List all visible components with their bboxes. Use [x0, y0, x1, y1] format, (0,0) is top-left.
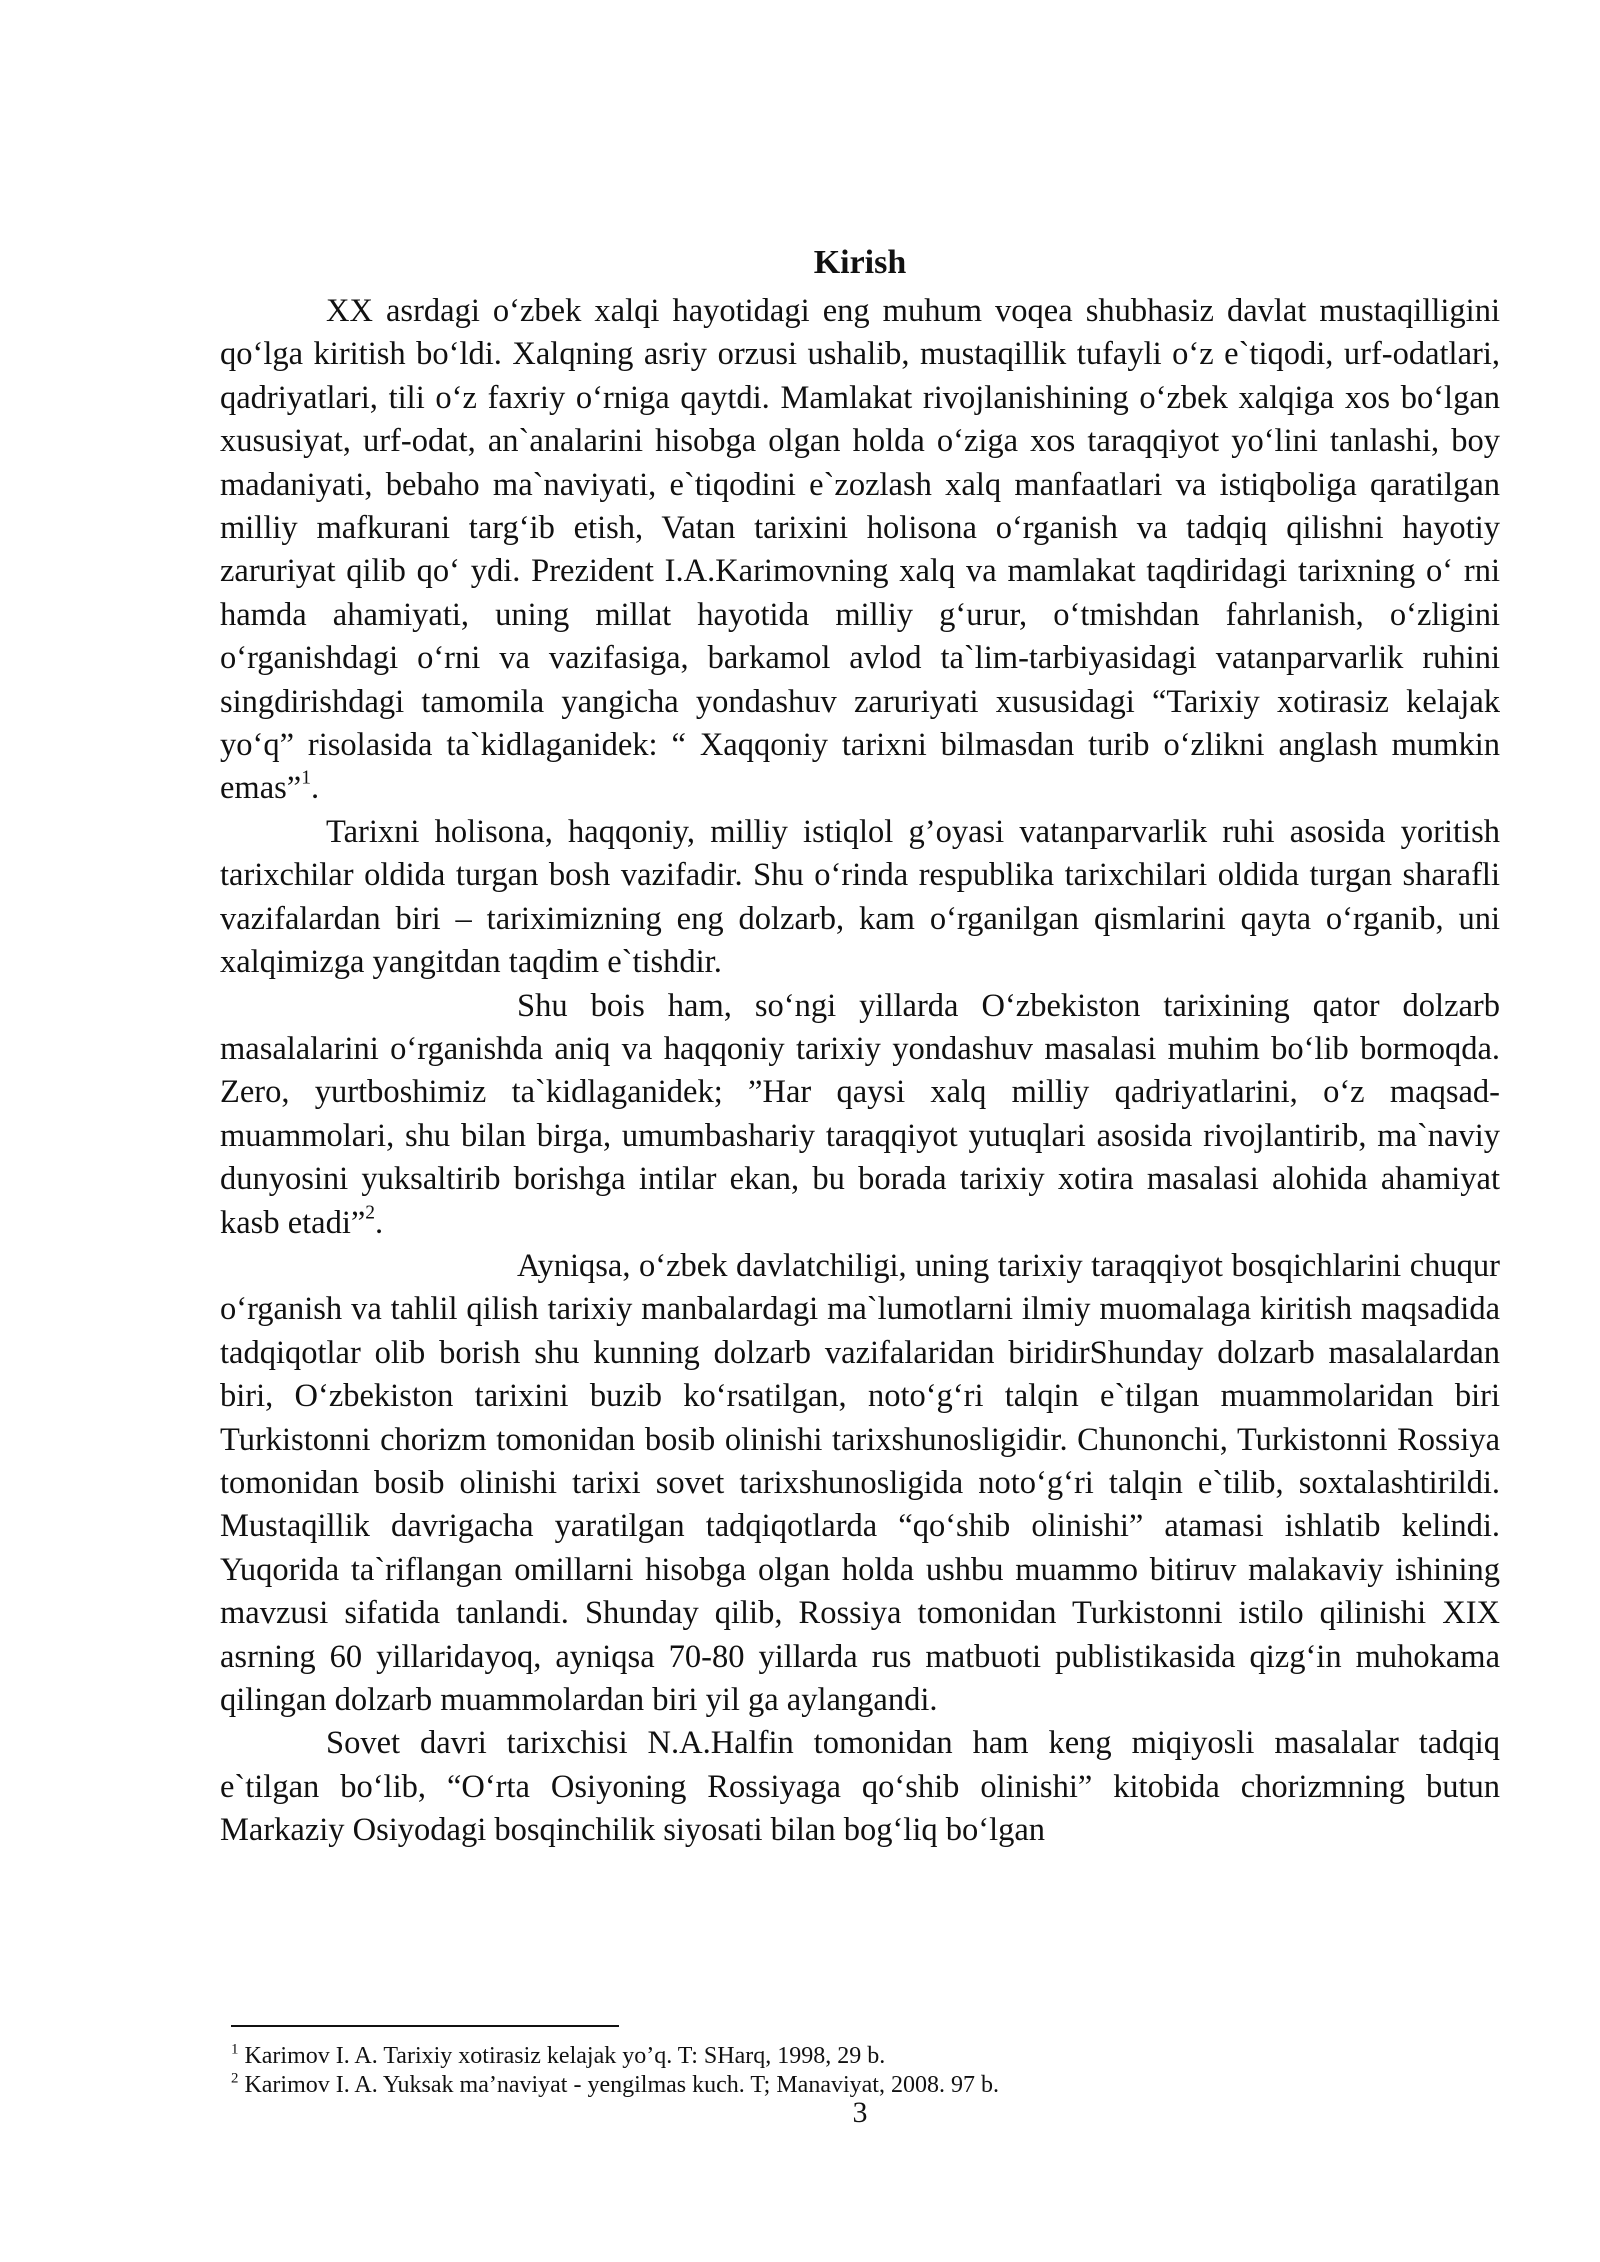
paragraph-tail: . — [310, 770, 320, 807]
paragraph-text: Sovet davri tarixchisi N.A.Halfin tomonidan ham keng miqiyosli masalalar tadqiq e`tilgan bo‘lib, “O‘rta Osiyoning Rossiyaga qo‘shib olinishi” kitobida chorizmning butun Markaziy Osiyodagi bosqinchilik siyosati bilan bog‘liq bo‘lgan — [220, 1725, 1500, 1849]
footnote — [231, 2042, 1500, 2071]
footnote-separator — [231, 2025, 619, 2027]
paragraph — [220, 811, 1500, 985]
footnote-number: 1 — [231, 2041, 239, 2058]
paragraph — [220, 290, 1500, 811]
paragraph-text: Ayniqsa, o‘zbek davlatchiligi, uning tarixiy taraqqiyot bosqichlarini chuqur o‘rganish va tahlil qilish tarixiy manbalardagi ma`lumotlarni ilmiy muomalaga kiritish maqsadida tadqiqotlar olib borish shu kunning dolzarb vazifalaridan biridirShunday dolzarb masalalardan biri, O‘zbekiston tarixini buzib ko‘rsatilgan, noto‘g‘ri talqin e`tilgan muammolaridan biri Turkistonni chorizm tomonidan bosib olinishi tarixshunosligidir. Chunonchi, Turkistonni Rossiya tomonidan bosib olinishi tarixi sovet tarixshunosligida noto‘g‘ri talqin e`tilib, soxtalashtirildi. Mustaqillik davrigacha yaratilgan tadqiqotlarda “qo‘shib olinishi” atamasi ishlatib kelindi. Yuqorida ta`riflangan omillarni hisobga olgan holda ushbu muammo bitiruv malakaviy ishining mavzusi sifatida tanlandi. Shunday qilib, Rossiya tomonidan Turkistonni istilo qilinishi XIX asrning 60 yillaridayoq, ayniqsa 70-80 yillarda rus matbuoti publistikasida qizg‘in muhokama qilingan dolzarb muammolardan biri yil ga aylangandi. — [220, 1247, 1500, 1718]
paragraph-text: Shu bois ham, so‘ngi yillarda O‘zbekiston tarixining qator dolzarb masalalarini o‘rganishda aniq va haqqoniy tarixiy yondashuv masalasi muhim bo‘lib bormoqda. Zero, yurtboshimiz ta`kidlaganidek; ”Har qaysi xalq milliy qadriyatlarini, o‘z maqsad-muammolari, shu bilan birga, umumbashariy taraqqiyot yutuqlari asosida rivojlantirib, ma`naviy dunyosini yuksaltirib borishga intilar ekan, bu borada tarixiy xotira masalasi alohida ahamiyat kasb etadi” — [220, 987, 1500, 1241]
footnotes — [231, 2042, 1500, 2100]
page-title: Kirish — [813, 243, 907, 281]
footnote-ref: 1 — [301, 767, 311, 789]
footnote-ref: 2 — [365, 1201, 376, 1223]
footnote-number: 2 — [231, 2070, 239, 2087]
page-number: 3 — [852, 2096, 868, 2129]
paragraph-text: Tarixni holisona, haqqoniy, milliy istiqlol g’oyasi vatanparvarlik ruhi asosida yoritish tarixchilar oldida turgan bosh vazifadir. Shu o‘rinda respublika tarixchilari oldida turgan sharafli vazifalardan biri – tariximizning eng dolzarb, kam o‘rganilgan qismlarini qayta o‘rganib, uni xalqimizga yangitdan taqdim e`tishdir. — [220, 813, 1500, 981]
paragraph — [220, 985, 1500, 1245]
footnote-text: Karimov I. A. Tarixiy xotirasiz kelajak yo’q. T: SHarq, 1998, 29 b. — [238, 2043, 886, 2069]
paragraph-text: XX asrdagi o‘zbek xalqi hayotidagi eng muhum voqea shubhasiz davlat mustaqilligini qo‘lga kiritish bo‘ldi. Xalqning asriy orzusi ushalib, mustaqillik tufayli o‘z e`tiqodi, urf-odatlari, qadriyatlari, tili o‘z faxriy o‘rniga qaytdi. Mamlakat rivojlanishining o‘zbek xalqiga xos bo‘lgan xususiyat, urf-odat, an`analarini hisobga olgan holda o‘ziga xos taraqqiyot yo‘lini tanlashi, boy madaniyati, bebaho ma`naviyati, e`tiqodini e`zozlash xalq manfaatlari va istiqboliga qaratilgan milliy mafkurani targ‘ib etish, Vatan tarixini holisona o‘rganish va tadqiq qilishni hayotiy zaruriyat qilib qo‘ ydi. Prezident I.A.Karimovning xalq va mamlakat taqdiridagi tarixning o‘ rni hamda ahamiyati, uning millat hayotida milliy g‘urur, o‘tmishdan fahrlanish, o‘zligini o‘rganishdagi o‘rni va vazifasiga, barkamol avlod ta`lim-tarbiyasidagi vatanparvarlik ruhini singdirishdagi tamomila yangicha yondashuv zaruriyati xususidagi “Tarixiy xotirasiz kelajak yo‘q” risolasida ta`kidlaganidek: “ Xaqqoniy tarixni bilmasdan turib o‘zlikni anglash mumkin emas” — [220, 293, 1500, 807]
paragraph — [220, 1245, 1500, 1722]
paragraph-tail: . — [375, 1204, 384, 1241]
paragraph — [220, 1722, 1500, 1852]
body-text — [220, 290, 1500, 1853]
footnote-text: Karimov I. A. Yuksak ma’naviyat - yengilmas kuch. T; Manaviyat, 2008. 97 b. — [238, 2072, 999, 2098]
